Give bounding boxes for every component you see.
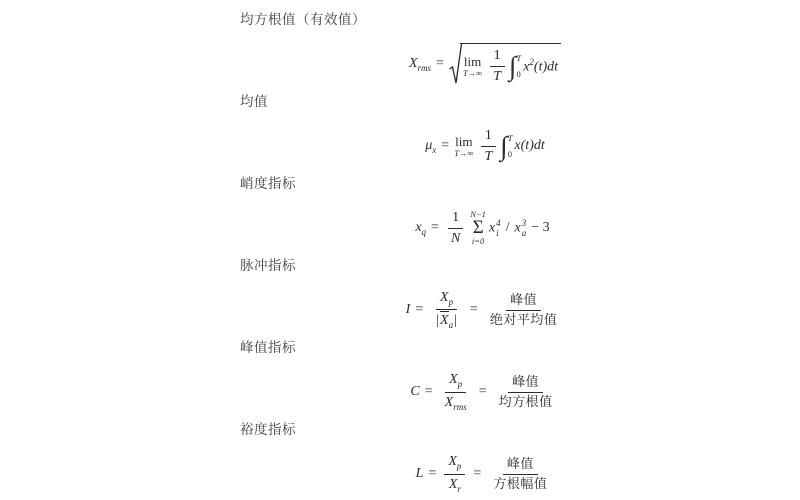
denominator-cjk: 方根幅值 <box>493 475 548 491</box>
abs-bar: | <box>454 313 457 328</box>
numerator: 1 <box>490 47 505 67</box>
limit-block <box>463 55 482 78</box>
numerator: $X_p$ <box>444 453 465 474</box>
equals-sign: = <box>469 302 478 317</box>
equals-sign: = <box>428 466 437 481</box>
fraction <box>489 47 505 85</box>
equals-sign: = <box>436 56 444 71</box>
formula-rms <box>409 43 561 85</box>
numerator: $X_p$ <box>445 371 466 392</box>
integral-lower: 0 <box>507 149 512 159</box>
integral-sign: ∫ <box>500 130 508 161</box>
sum-term: x 4 i <box>488 217 501 238</box>
denominator: T <box>484 148 493 164</box>
sqrt-expression <box>449 43 561 85</box>
denominator-cjk: 均方根值 <box>498 393 553 409</box>
cjk-fraction <box>495 374 557 410</box>
equals-sign: = <box>431 220 439 235</box>
formula-row-rms <box>240 28 730 94</box>
math-lhs: $x_q$ <box>415 219 427 237</box>
divide-sign: / <box>505 220 510 235</box>
integral-lower: 0 <box>516 69 521 79</box>
radicand <box>460 43 561 85</box>
denominator: $X_{rms}$ <box>444 394 467 412</box>
section-label-crest: 峰值指标 <box>240 340 296 355</box>
math-lhs: I <box>405 302 411 317</box>
denominator: T <box>493 68 502 84</box>
integrand: $x^2(t)dt$ <box>523 56 559 75</box>
limit-block <box>454 135 473 158</box>
math-lhs: C <box>410 384 420 399</box>
formula-impulse <box>406 289 565 331</box>
formula-mean <box>425 127 545 165</box>
equals-sign: = <box>415 302 424 317</box>
lim-label: lim <box>455 133 473 149</box>
formula-row-clearance <box>240 438 730 500</box>
symbol-fraction <box>431 289 462 331</box>
cjk-fraction <box>489 456 551 492</box>
abs-bar: | <box>436 313 440 328</box>
numerator-cjk: 峰值 <box>503 456 538 474</box>
numerator: $X_p$ <box>436 289 457 310</box>
section-label-kurtosis: 峭度指标 <box>240 176 296 191</box>
section-crest <box>240 340 730 422</box>
lim-under: T→∞ <box>454 147 474 158</box>
denominator-cjk: 绝对平均值 <box>489 311 558 327</box>
section-label-clearance: 裕度指标 <box>240 422 296 437</box>
numerator: 1 <box>448 209 463 229</box>
formula-row-impulse <box>240 274 730 340</box>
integral-upper: T <box>516 53 522 63</box>
formula-row-mean <box>240 110 730 176</box>
sum-lower: i=0 <box>471 236 485 247</box>
denominator: $|X_a|$ <box>436 313 457 330</box>
cjk-fraction <box>486 292 562 328</box>
lim-label: lim <box>463 53 482 69</box>
math-lhs: $\mu_x$ <box>425 137 437 155</box>
integrand: x(t)dt <box>514 138 545 153</box>
equals-sign: = <box>424 384 433 399</box>
section-rms <box>240 12 730 94</box>
numerator: 1 <box>481 127 496 147</box>
lim-under: T→∞ <box>462 67 483 78</box>
fraction <box>480 127 496 165</box>
divisor-term: x 3 a <box>514 217 527 238</box>
section-label-rms: 均方根值（有效值） <box>240 12 366 27</box>
symbol-fraction <box>444 453 465 494</box>
integral <box>509 50 522 81</box>
formula-row-kurtosis <box>240 192 730 258</box>
numerator-cjk: 峰值 <box>506 292 541 310</box>
sum-upper: N−1 <box>470 209 486 220</box>
section-clearance <box>240 422 730 500</box>
section-impulse <box>240 258 730 340</box>
math-lhs: $X_{rms}$ <box>408 55 432 73</box>
denominator: N <box>450 230 461 246</box>
summation <box>470 210 486 245</box>
equals-sign: = <box>441 138 450 153</box>
denominator: $X_r$ <box>448 476 461 494</box>
integral-limits <box>516 53 521 79</box>
symbol-fraction <box>441 371 471 412</box>
section-mean <box>240 94 730 176</box>
content-column <box>240 12 730 500</box>
formula-row-crest <box>240 356 730 422</box>
mean-overline: X <box>440 313 449 328</box>
math-lhs: L <box>415 466 424 481</box>
minus-three: − 3 <box>531 220 550 235</box>
fraction <box>447 209 464 247</box>
section-label-impulse: 脉冲指标 <box>240 258 296 273</box>
integral-upper: T <box>507 133 513 143</box>
integral-limits <box>508 133 513 159</box>
formula-kurtosis <box>415 209 554 247</box>
integral-sign: ∫ <box>509 50 517 81</box>
sigma-sign: Σ <box>472 216 484 238</box>
equals-sign: = <box>473 466 482 481</box>
section-kurtosis <box>240 176 730 258</box>
formula-clearance <box>416 453 555 494</box>
formula-crest <box>410 371 559 412</box>
equals-sign: = <box>478 384 487 399</box>
section-label-mean: 均值 <box>240 94 268 109</box>
numerator-cjk: 峰值 <box>508 374 543 392</box>
integral <box>500 130 513 161</box>
